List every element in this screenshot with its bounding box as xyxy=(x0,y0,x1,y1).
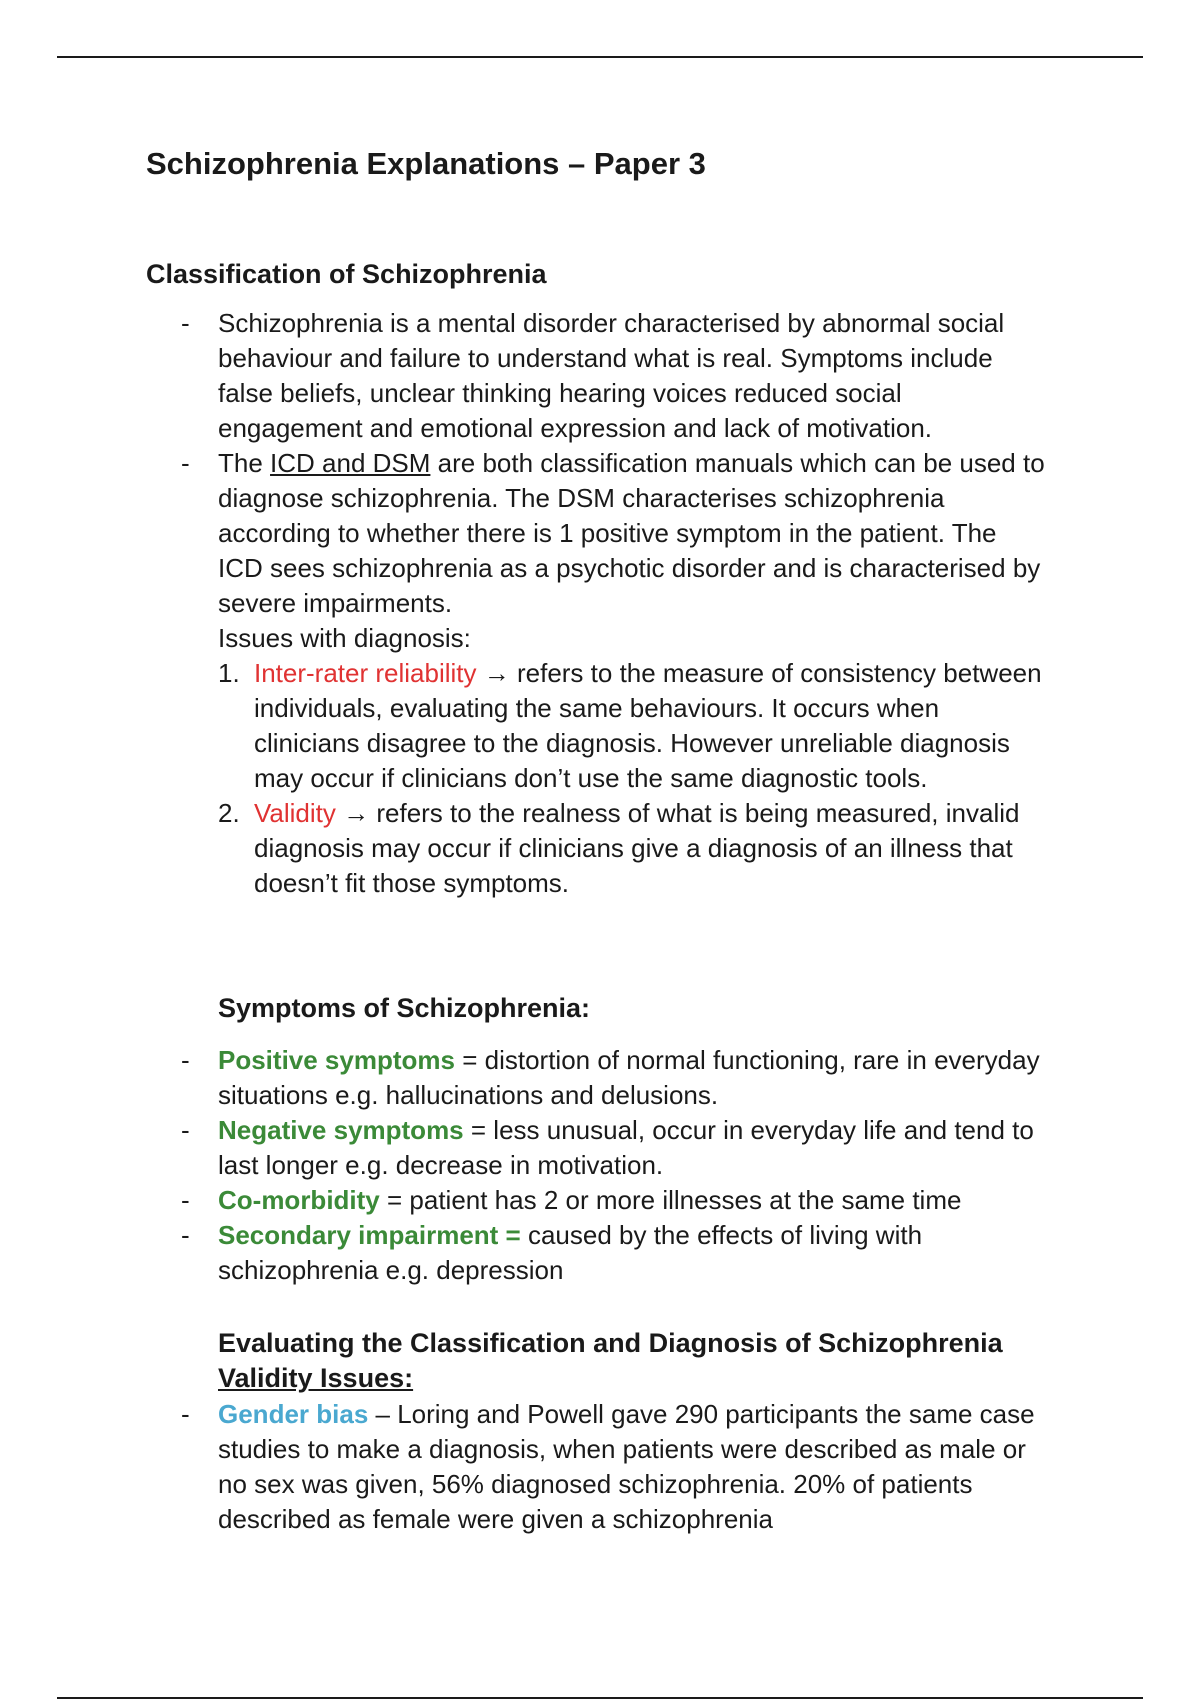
evaluation-heading: Evaluating the Classification and Diagnosis of Schizophrenia xyxy=(218,1328,1003,1358)
list-item xyxy=(146,796,1046,901)
gender-bias-term: Gender bias xyxy=(218,1399,369,1429)
inter-rater-term: Inter-rater reliability xyxy=(254,658,477,688)
secondary-impairment-term: Secondary impairment = xyxy=(218,1220,521,1250)
validity-issues-heading: Validity Issues: xyxy=(218,1363,414,1393)
gender-bias-text: – Loring and Powell gave 290 participants the same case studies to make a diagnosis, when patients were described as male or no sex was given, 56% diagnosed schizophrenia. 20% of patients described as female were given a schizophrenia xyxy=(218,1399,1035,1534)
top-rule xyxy=(57,56,1143,58)
list-number: 2. xyxy=(218,798,240,828)
positive-symptoms-term: Positive symptoms xyxy=(218,1045,455,1075)
list-item xyxy=(146,1397,1046,1537)
list-item xyxy=(146,446,1046,621)
classification-section xyxy=(146,306,1046,901)
classification-bullet-2-post: are both classification manuals which can be used to diagnose schizophrenia. The DSM characterises schizophrenia according to whether there is 1 positive symptom in the patient. The ICD sees schizophrenia as a psychotic disorder and is characterised by severe impairments. xyxy=(218,448,1045,618)
symptoms-heading: Symptoms of Schizophrenia: xyxy=(218,993,591,1023)
list-number: 1. xyxy=(218,658,240,688)
bullet-dash: - xyxy=(181,1220,190,1250)
classification-bullet-1: Schizophrenia is a mental disorder characterised by abnormal social behaviour and failure to understand what is real. Symptoms include false beliefs, unclear thinking hearing voices reduced social engagement and emotional expression and lack of motivation. xyxy=(218,308,1005,443)
co-morbidity-text: = patient has 2 or more illnesses at the same time xyxy=(379,1185,962,1215)
negative-symptoms-term: Negative symptoms xyxy=(218,1115,464,1145)
negative-symptoms-text: = less unusual, occur in everyday life and tend to last longer e.g. decrease in motivation. xyxy=(218,1115,1034,1180)
validity-text: refers to the realness of what is being measured, invalid diagnosis may occur if clinicians give a diagnosis of an illness that doesn’t fit those symptoms. xyxy=(254,798,1020,898)
bullet-dash: - xyxy=(181,1399,190,1429)
list-item xyxy=(146,1183,1046,1218)
page-title: Schizophrenia Explanations – Paper 3 xyxy=(146,146,706,181)
arrow-icon: → xyxy=(483,658,510,688)
validity-issues-row xyxy=(146,1361,1118,1396)
list-item xyxy=(146,306,1046,446)
bottom-rule xyxy=(57,1697,1143,1699)
list-item xyxy=(146,1043,1046,1113)
symptoms-section xyxy=(146,1043,1046,1288)
evaluation-section xyxy=(146,1397,1046,1537)
arrow-icon: → xyxy=(343,798,370,828)
list-item xyxy=(146,1113,1046,1183)
bullet-dash: - xyxy=(181,308,190,338)
icd-dsm-text: ICD and DSM xyxy=(270,448,431,478)
validity-term: Validity xyxy=(254,798,336,828)
classification-bullet-2-pre: The xyxy=(218,448,271,478)
secondary-impairment-text: caused by the effects of living with schizophrenia e.g. depression xyxy=(218,1220,923,1285)
inter-rater-text: refers to the measure of consistency between individuals, evaluating the same behaviours. It occurs when clinicians disagree to the diagnosis. However unreliable diagnosis may occur if clinicians don’t use the same diagnostic tools. xyxy=(254,658,1042,793)
bullet-dash: - xyxy=(181,1115,190,1145)
list-item xyxy=(146,656,1046,796)
issues-label: Issues with diagnosis: xyxy=(218,623,471,653)
bullet-dash: - xyxy=(181,448,190,478)
co-morbidity-term: Co-morbidity xyxy=(218,1185,380,1215)
classification-heading: Classification of Schizophrenia xyxy=(146,259,547,289)
positive-symptoms-text: = distortion of normal functioning, rare in everyday situations e.g. hallucinations and delusions. xyxy=(218,1045,1040,1110)
bullet-dash: - xyxy=(181,1185,190,1215)
bullet-dash: - xyxy=(181,1045,190,1075)
list-item xyxy=(146,1218,1046,1288)
